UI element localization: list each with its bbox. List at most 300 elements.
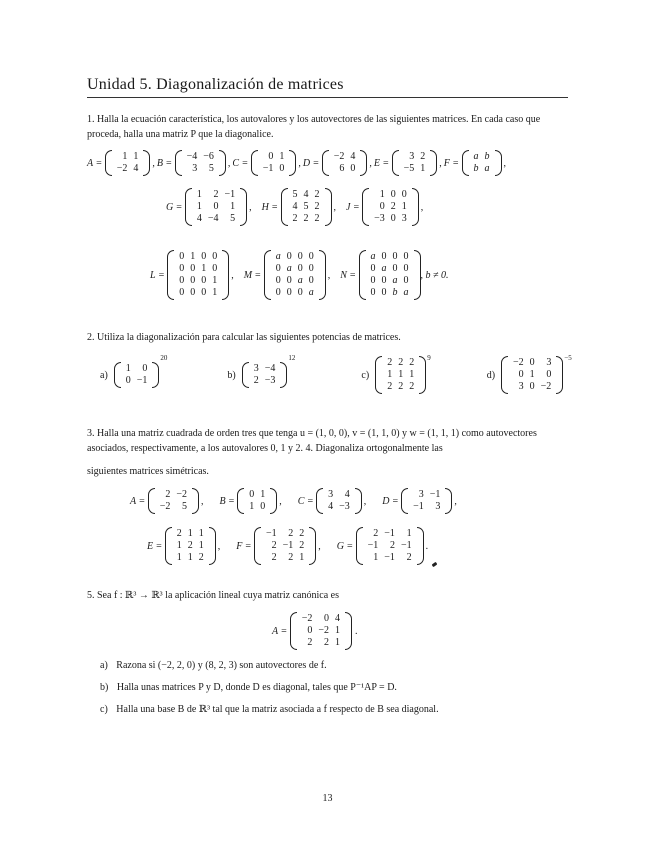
matrix-entry: 2 — [299, 540, 305, 551]
matrix-entries — [366, 250, 414, 300]
matrix-entries — [121, 362, 153, 388]
matrix-entries — [329, 150, 361, 176]
matrix-entry: 2 — [314, 213, 320, 224]
matrix-entry: −2 — [540, 381, 552, 392]
matrix-entry: 0 — [201, 287, 207, 298]
equals-sign: = — [245, 540, 251, 552]
matrix-entry: 1 — [387, 369, 393, 380]
matrix-entry: 2 — [187, 540, 193, 551]
left-paren — [237, 488, 244, 514]
matrix-entry: 0 — [125, 375, 131, 386]
matrix-entry: 0 — [529, 357, 535, 368]
exercise-5-matrix — [272, 612, 358, 650]
left-paren — [316, 488, 323, 514]
matrix-entry: a — [308, 287, 314, 298]
matrix-entry: 0 — [308, 263, 314, 274]
left-paren — [392, 150, 399, 176]
left-paren — [281, 188, 288, 226]
right-paren — [270, 488, 277, 514]
matrix-entry: 0 — [390, 189, 396, 200]
matrix-entry: 2 — [303, 213, 309, 224]
matrix-entry: 1 — [198, 528, 204, 539]
matrix-entry: 4 — [133, 163, 139, 174]
equals-sign: = — [452, 157, 459, 169]
matrix-entry: 1 — [176, 540, 182, 551]
matrix-name: A — [130, 495, 137, 507]
matrix-entry: a — [484, 163, 490, 174]
right-paren — [414, 250, 421, 300]
matrix-entry: 2 — [165, 489, 171, 500]
matrix-name: A — [87, 157, 94, 169]
matrix-entry: 2 — [292, 213, 298, 224]
separator: , — [227, 157, 231, 169]
matrix-entries — [192, 188, 240, 226]
matrix-entry: −5 — [403, 163, 415, 174]
separator: , — [201, 495, 204, 507]
matrix-entry: 0 — [390, 213, 396, 224]
matrix-entries — [172, 527, 209, 565]
matrix-entry: −4 — [264, 363, 276, 374]
matrix-entry: b — [473, 163, 479, 174]
matrix-name: E — [147, 540, 154, 552]
right-paren — [219, 150, 226, 176]
equals-sign: = — [307, 495, 314, 507]
left-paren — [264, 250, 271, 300]
matrix — [322, 150, 368, 176]
matrix-entry: 0 — [268, 151, 274, 162]
separator: , — [333, 201, 337, 213]
title-rule — [87, 97, 568, 98]
exercise-5-item-c — [100, 704, 439, 715]
matrix-entry: 0 — [350, 163, 356, 174]
separator: , — [327, 269, 331, 281]
matrix-name: L — [150, 269, 156, 281]
equals-sign: = — [349, 269, 356, 281]
left-paren — [375, 356, 382, 394]
matrix-name: C — [297, 495, 305, 507]
matrix-entry: 0 — [275, 287, 281, 298]
matrix-entry: 2 — [288, 528, 294, 539]
matrix-entry: −1 — [429, 489, 441, 500]
exercise-3-text: 3. Halla una matriz cuadrada de orden tres que tenga u = (1, 0, 0), v = (1, 1, 0) y w = (1, 1, 1) como autovectores asociados, respectivamente, a los autovalores 0, 1 y 2. 4. Diagonaliza ortogonalmente las — [87, 428, 537, 454]
separator: , — [279, 495, 282, 507]
matrix-entry: 2 — [420, 151, 426, 162]
matrix — [114, 362, 160, 388]
page-title: Unidad 5. Diagonalización de matrices — [87, 76, 344, 93]
matrix-entry: 0 — [401, 189, 407, 200]
matrix-entry: 0 — [381, 251, 387, 262]
matrix-entry: 1 — [279, 151, 285, 162]
matrix-entry: 2 — [387, 357, 393, 368]
period: . — [355, 625, 358, 637]
matrix-entry: 4 — [196, 213, 202, 224]
matrix-entry: a — [297, 275, 303, 286]
matrix-entry: 1 — [187, 528, 193, 539]
matrix-entry: 0 — [286, 251, 292, 262]
matrix-entry: 1 — [187, 552, 193, 563]
right-paren — [345, 612, 352, 650]
power-item-label: b) — [227, 369, 236, 381]
exercise-1-matrices-row-1 — [87, 150, 508, 176]
matrix-entry: b — [392, 287, 398, 298]
matrix-entry: 2 — [314, 201, 320, 212]
separator: , — [231, 269, 234, 281]
exercise-5-text: 5. Sea f : ℝ³ → ℝ³ la aplicación lineal cuya matriz canónica es — [87, 590, 339, 601]
matrix-entry: 2 — [288, 552, 294, 563]
matrix-entry: 0 — [308, 251, 314, 262]
matrix — [290, 612, 352, 650]
matrix-entry: 0 — [324, 613, 330, 624]
matrix-entry: −3 — [374, 213, 385, 224]
matrix-entry: 1 — [198, 540, 204, 551]
matrix-entry: −2 — [301, 613, 313, 624]
exercise-4-matrices-row-2 — [147, 527, 444, 565]
matrix-entry: 0 — [260, 501, 266, 512]
right-paren — [319, 250, 326, 300]
matrix-entry: −1 — [400, 540, 412, 551]
matrix-entry: 3 — [518, 381, 524, 392]
matrix-entry: 1 — [260, 489, 266, 500]
left-paren — [185, 188, 192, 226]
separator: , — [318, 540, 321, 552]
matrix-entry: 0 — [403, 275, 409, 286]
left-paren — [167, 250, 174, 300]
matrix-entries — [382, 356, 419, 394]
matrix-entry: 0 — [308, 275, 314, 286]
equals-sign: = — [353, 201, 360, 213]
matrix — [375, 356, 426, 394]
right-paren — [143, 150, 150, 176]
matrix-entries — [271, 250, 319, 300]
item-text: Halla unas matrices P y D, donde D es diagonal, tales que P⁻¹AP = D. — [116, 682, 397, 693]
matrix-entry: 5 — [208, 163, 214, 174]
matrix-entry: 5 — [182, 501, 188, 512]
right-paren — [355, 488, 362, 514]
matrix-entry: 2 — [176, 528, 182, 539]
equals-sign: = — [242, 157, 248, 169]
matrix-entries — [155, 488, 192, 514]
exercise-4-matrices-row-1 — [130, 488, 473, 514]
matrix-entry: a — [381, 263, 387, 274]
matrix-entries — [261, 527, 309, 565]
right-paren — [309, 527, 316, 565]
separator: , — [249, 201, 252, 213]
matrix-entry: −4 — [186, 151, 198, 162]
right-paren — [430, 150, 437, 176]
matrix-entry: 0 — [190, 263, 196, 274]
matrix-entry: −2 — [116, 163, 128, 174]
matrix-entry: 0 — [249, 489, 255, 500]
matrix-entry: 2 — [406, 552, 412, 563]
matrix — [401, 488, 452, 514]
condition-text: , b ≠ 0. — [420, 269, 449, 281]
matrix-entry: 1 — [420, 163, 426, 174]
left-paren — [359, 250, 366, 300]
matrix-entry: 5 — [303, 201, 309, 212]
matrix-entries — [182, 150, 219, 176]
matrix-entry: −2 — [159, 501, 171, 512]
matrix-entry: 2 — [373, 528, 379, 539]
left-paren — [501, 356, 508, 394]
item-label: b) — [100, 682, 109, 693]
matrix-entry: 0 — [275, 263, 281, 274]
equals-sign: = — [383, 157, 389, 169]
matrix-entry: 2 — [387, 381, 393, 392]
matrix — [254, 527, 316, 565]
matrix-entry: 1 — [196, 189, 202, 200]
right-paren — [222, 250, 229, 300]
matrix-entry: 5 — [292, 189, 298, 200]
matrix-entry: −1 — [224, 189, 236, 200]
exercise-1-text: 1. Halla la ecuación característica, los autovalores y los autovectores de las siguientes matrices. En cada caso que proceda, halla una matriz P que la diagonalice. — [87, 114, 541, 140]
matrix-entry: 3 — [192, 163, 198, 174]
matrix-entry: b — [484, 151, 490, 162]
matrix-entries — [112, 150, 144, 176]
separator: , — [298, 157, 301, 169]
matrix-entry: −4 — [207, 213, 219, 224]
right-paren — [445, 488, 452, 514]
matrix-entry: 1 — [125, 363, 131, 374]
matrix-name: J — [346, 201, 351, 213]
right-paren — [192, 488, 199, 514]
matrix-entry: 1 — [176, 552, 182, 563]
matrix-entry: 0 — [403, 263, 409, 274]
right-paren — [240, 188, 247, 226]
matrix-entry: 2 — [307, 637, 313, 648]
matrix-entries — [399, 150, 431, 176]
matrix-name: F — [443, 157, 450, 169]
separator: , — [217, 540, 221, 552]
left-paren — [356, 527, 363, 565]
matrix-entries — [249, 362, 281, 388]
item-text: Razona si (−2, 2, 0) y (8, 2, 3) son autovectores de f. — [116, 660, 327, 671]
matrix-entry: 1 — [335, 625, 341, 636]
matrix-entry: a — [286, 263, 292, 274]
matrix-entry: a — [403, 287, 409, 298]
matrix-entry: 1 — [122, 151, 128, 162]
matrix-entry: 0 — [379, 201, 385, 212]
matrix-entry: −1 — [384, 552, 395, 563]
matrix-entry: 2 — [389, 540, 395, 551]
matrix-entry: 0 — [392, 263, 398, 274]
matrix-entry: 1 — [409, 369, 415, 380]
matrix-entry: 0 — [142, 363, 148, 374]
matrix-entry: 2 — [324, 637, 330, 648]
left-paren — [462, 150, 469, 176]
separator: , — [454, 495, 457, 507]
matrix-entry: 3 — [546, 357, 552, 368]
matrix-entry: 5 — [230, 213, 236, 224]
matrix — [185, 188, 247, 226]
left-paren — [175, 150, 182, 176]
matrix-entry: 0 — [392, 251, 398, 262]
matrix — [281, 188, 332, 226]
matrix-entry: 0 — [529, 381, 535, 392]
pen-mark — [432, 562, 438, 567]
matrix-name: G — [166, 201, 174, 213]
matrix-entry: 4 — [328, 501, 334, 512]
equals-sign: = — [176, 201, 182, 213]
power-item-label: a) — [100, 369, 108, 381]
matrix-name: B — [219, 495, 226, 507]
equals-sign: = — [255, 269, 261, 281]
matrix-entries — [288, 188, 325, 226]
matrix-entry: a — [473, 151, 479, 162]
matrix-entry: 3 — [435, 501, 441, 512]
matrix-entries — [369, 188, 412, 226]
matrix-entry: 2 — [253, 375, 259, 386]
matrix-entries — [469, 150, 495, 176]
matrix-entry: 0 — [279, 163, 285, 174]
matrix — [167, 250, 229, 300]
matrix-entry: −1 — [136, 375, 148, 386]
exercise-2-powers — [100, 356, 572, 394]
equals-sign: = — [96, 157, 102, 169]
matrix-entry: 1 — [373, 552, 379, 563]
matrix-entry: 1 — [335, 637, 341, 648]
matrix-entry: −1 — [266, 528, 277, 539]
matrix-entry: 2 — [271, 552, 277, 563]
equals-sign: = — [139, 495, 145, 507]
matrix-entries — [323, 488, 355, 514]
matrix-name: N — [340, 269, 347, 281]
exercise-1-matrices-row-3 — [150, 250, 449, 300]
matrix-entry: −1 — [384, 528, 395, 539]
matrix-entry: 0 — [370, 287, 376, 298]
matrix-entry: 1 — [201, 263, 207, 274]
matrix-entry: −2 — [318, 625, 330, 636]
matrix-entry: 0 — [190, 287, 196, 298]
matrix-entry: 6 — [339, 163, 345, 174]
matrix — [237, 488, 277, 514]
matrix — [251, 150, 297, 176]
left-paren — [362, 188, 369, 226]
matrix-entry: 1 — [398, 369, 404, 380]
power-item-label: d) — [486, 369, 496, 381]
matrix-entries — [363, 527, 417, 565]
power-exponent: 9 — [427, 354, 431, 362]
separator: , — [369, 157, 372, 169]
left-paren — [165, 527, 172, 565]
matrix-name: C — [232, 157, 240, 169]
matrix-entry: 0 — [286, 287, 292, 298]
equals-sign: = — [392, 495, 399, 507]
separator: , — [439, 157, 442, 169]
page-number: 13 — [322, 793, 333, 804]
matrix-entry: a — [275, 251, 281, 262]
power-item-label: c) — [361, 369, 370, 381]
matrix-entries — [508, 356, 556, 394]
matrix-entry: 1 — [196, 201, 202, 212]
left-paren — [251, 150, 258, 176]
matrix — [175, 150, 226, 176]
matrix-entries — [297, 612, 345, 650]
matrix-entry: 0 — [381, 275, 387, 286]
matrix-entry: −2 — [176, 489, 188, 500]
matrix-entry: 0 — [212, 263, 218, 274]
matrix — [242, 362, 288, 388]
matrix-name: D — [382, 495, 390, 507]
matrix-entry: 2 — [271, 540, 277, 551]
power-exponent: 20 — [160, 354, 168, 362]
matrix — [316, 488, 362, 514]
matrix-entry: −1 — [262, 163, 274, 174]
matrix-entry: 0 — [546, 369, 552, 380]
matrix-entry: 2 — [409, 357, 415, 368]
exercise-1-matrices-row-2 — [166, 188, 433, 226]
matrix-name: G — [336, 540, 345, 552]
matrix-entry: 4 — [303, 189, 309, 200]
matrix-entry: 0 — [275, 275, 281, 286]
matrix-name: M — [243, 269, 253, 281]
matrix-entry: 0 — [370, 275, 376, 286]
item-label: a) — [100, 660, 108, 671]
right-paren — [417, 527, 424, 565]
matrix-entry: 1 — [379, 189, 385, 200]
matrix-name: D — [302, 157, 311, 169]
right-paren — [419, 356, 426, 394]
item-text: Halla una base B de ℝ³ tal que la matriz asociada a f respecto de B sea diagonal. — [116, 704, 439, 715]
matrix-entry: 0 — [297, 287, 303, 298]
equals-sign: = — [347, 540, 353, 552]
left-paren — [290, 612, 297, 650]
matrix-entry: a — [370, 251, 376, 262]
matrix-entry: 0 — [297, 263, 303, 274]
matrix-entry: a — [392, 275, 398, 286]
right-paren — [209, 527, 216, 565]
matrix-entries — [244, 488, 270, 514]
matrix-entry: 0 — [286, 275, 292, 286]
matrix-entry: 1 — [133, 151, 139, 162]
matrix-entry: −3 — [339, 501, 350, 512]
matrix — [362, 188, 419, 226]
matrix-entry: 4 — [335, 613, 341, 624]
right-paren — [289, 150, 296, 176]
matrix-entry: 4 — [292, 201, 298, 212]
matrix — [148, 488, 199, 514]
equals-sign: = — [228, 495, 235, 507]
matrix-name: B — [156, 157, 163, 169]
left-paren — [242, 362, 249, 388]
matrix-entry: 0 — [179, 275, 185, 286]
exercise-4-text: siguientes matrices simétricas. — [87, 466, 209, 477]
right-paren — [152, 362, 159, 388]
matrix-name: H — [261, 201, 269, 213]
matrix-name: E — [373, 157, 380, 169]
matrix-entry: 1 — [406, 528, 412, 539]
power-exponent: 12 — [288, 354, 296, 362]
matrix-entry: 0 — [403, 251, 409, 262]
power-exponent: −5 — [564, 354, 572, 362]
matrix-entry: 0 — [179, 263, 185, 274]
matrix-entry: −1 — [282, 540, 294, 551]
matrix-entry: 2 — [314, 189, 320, 200]
left-paren — [322, 150, 329, 176]
matrix-entries — [408, 488, 445, 514]
right-paren — [412, 188, 419, 226]
exercise-2-text: 2. Utiliza la diagonalización para calcular las siguientes potencias de matrices. — [87, 332, 401, 343]
matrix-entries — [258, 150, 290, 176]
left-paren — [401, 488, 408, 514]
matrix-entry: 0 — [297, 251, 303, 262]
matrix-entry: −1 — [367, 540, 379, 551]
matrix-entry: 3 — [418, 489, 424, 500]
matrix-entry: 1 — [249, 501, 255, 512]
matrix-name: F — [236, 540, 243, 552]
equals-sign: = — [313, 157, 319, 169]
matrix-entry: 4 — [350, 151, 356, 162]
matrix-entry: 1 — [401, 201, 407, 212]
